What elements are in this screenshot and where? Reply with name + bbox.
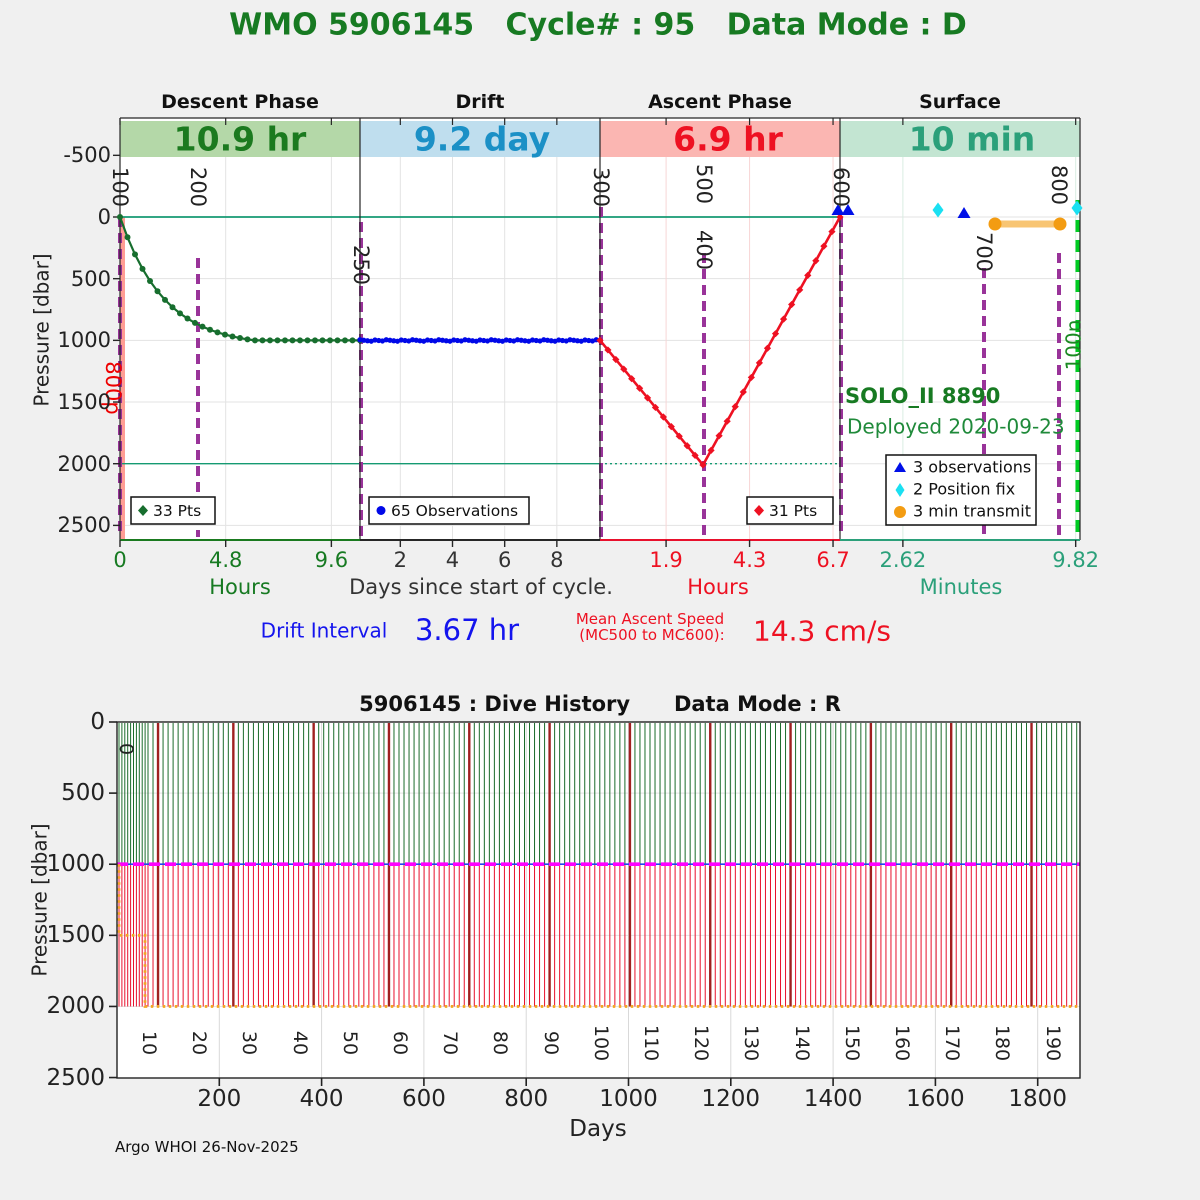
history-y-tick-label: 2500	[46, 1064, 105, 1091]
legend-item-position-fix: 2 Position fix	[913, 479, 1016, 499]
history-x-tick-label: 400	[299, 1085, 344, 1112]
cycle-label-10: 10	[137, 1030, 160, 1056]
history-y-axis-label: Pressure [dbar]	[27, 823, 52, 977]
profile-x-tick-label: 2	[393, 547, 407, 572]
profile-y-tick-label: 1500	[57, 390, 111, 415]
profile-x-tick-label: 0	[113, 547, 127, 572]
deployed-date: Deployed 2020-09-23	[847, 414, 1065, 439]
phase-duration-surface: 10 min	[908, 119, 1036, 159]
cycle-label-150: 150	[840, 1024, 863, 1062]
mission-code-label-500: 500	[692, 163, 717, 205]
phase-duration-descent: 10.9 hr	[173, 119, 307, 159]
profile-y-tick-label: 500	[70, 266, 111, 291]
cycle-label-0: 0	[114, 742, 137, 756]
profile-y-tick-label: 1000	[57, 328, 111, 353]
history-y-tick-label: 500	[61, 780, 105, 807]
transmit-marker	[1054, 218, 1067, 231]
profile-x-tick-label: 2.62	[879, 547, 927, 572]
phase-title-descent: Descent Phase	[161, 91, 319, 114]
ascent-speed-label-line2: (MC500 to MC600):	[579, 626, 725, 645]
cycle-label-140: 140	[790, 1024, 813, 1062]
mission-code-label-250: 250	[349, 244, 374, 286]
cycle-label-30: 30	[238, 1030, 261, 1056]
x-axis-unit-surface: Minutes	[919, 574, 1003, 599]
phase-title-drift: Drift	[455, 91, 505, 114]
profile-x-tick-label: 1.9	[649, 547, 683, 572]
cycle-label-110: 110	[639, 1024, 662, 1062]
cycle-label-120: 120	[690, 1024, 713, 1062]
legend-transmit-icon	[894, 506, 906, 518]
legend-item-observations: 3 observations	[913, 457, 1032, 477]
history-x-tick-label: 600	[401, 1085, 446, 1112]
drift-count-icon	[377, 506, 386, 515]
mission-code-label-400: 400	[692, 229, 717, 271]
drift-count-box-label: 65 Observations	[391, 501, 519, 520]
legend-item-transmit: 3 min transmit	[913, 501, 1031, 521]
mission-code-label-200: 200	[186, 166, 211, 208]
next-cycle-label: 100n	[1061, 319, 1086, 371]
phase-title-surface: Surface	[919, 91, 1001, 114]
profile-x-tick-label: 9.6	[314, 547, 349, 572]
history-y-tick-label: 0	[90, 708, 105, 735]
mission-code-label-600: 600	[829, 166, 854, 208]
cycle-label-130: 130	[740, 1024, 763, 1062]
profile-y-axis-label: Pressure [dbar]	[29, 253, 54, 407]
cycle-label-40: 40	[288, 1030, 311, 1056]
profile-y-tick-label: 2000	[57, 451, 111, 476]
profile-y-tick-label: 2500	[57, 513, 111, 538]
cycle-label-60: 60	[388, 1030, 411, 1056]
x-axis-unit-drift: Days since start of cycle.	[349, 574, 613, 599]
ascent-count-box-label: 31 Pts	[769, 501, 818, 520]
ascent-speed-value: 14.3 cm/s	[753, 614, 891, 648]
cycle-label-100: 100	[589, 1024, 612, 1062]
profile-x-tick-label: 6	[497, 547, 512, 572]
drift-interval-label: Drift Interval	[260, 618, 388, 643]
cycle-label-160: 160	[890, 1024, 913, 1062]
descent-count-box-label: 33 Pts	[153, 501, 202, 520]
history-plot-title: 5906145 : Dive History Data Mode : R	[359, 691, 841, 716]
phase-title-ascent: Ascent Phase	[648, 91, 792, 114]
mission-code-label-700: 700	[972, 231, 997, 273]
cycle-label-170: 170	[941, 1024, 964, 1062]
profile-x-tick-label: 4.3	[732, 547, 767, 572]
history-x-tick-label: 1000	[599, 1085, 658, 1112]
profile-x-tick-label: 4	[445, 547, 460, 572]
cycle-label-180: 180	[991, 1024, 1014, 1062]
float-name: SOLO_II 8890	[845, 383, 1001, 408]
drift-interval-value: 3.67 hr	[414, 612, 520, 647]
phase-duration-drift: 9.2 day	[413, 119, 551, 159]
history-x-tick-label: 1600	[906, 1085, 965, 1112]
park-pressure-label: 800p	[101, 361, 126, 415]
cycle-label-190: 190	[1041, 1024, 1064, 1062]
history-x-tick-label: 1800	[1008, 1085, 1067, 1112]
ascent-speed-label-line1: Mean Ascent Speed	[575, 610, 725, 629]
history-x-axis-label: Days	[569, 1115, 627, 1142]
transmit-marker	[989, 218, 1002, 231]
cycle-label-50: 50	[338, 1030, 361, 1056]
x-axis-unit-descent: Hours	[209, 574, 271, 599]
profile-x-tick-label: 9.82	[1052, 547, 1100, 572]
cycle-label-70: 70	[439, 1030, 462, 1056]
phase-duration-ascent: 6.9 hr	[673, 119, 783, 159]
profile-y-tick-label: -500	[63, 143, 111, 168]
history-x-tick-label: 200	[197, 1085, 242, 1112]
x-axis-unit-ascent: Hours	[687, 574, 749, 599]
footer-credit: Argo WHOI 26-Nov-2025	[115, 1138, 299, 1157]
history-y-tick-label: 2000	[46, 993, 105, 1020]
profile-x-tick-label: 6.7	[816, 547, 850, 572]
history-x-tick-label: 800	[504, 1085, 549, 1112]
cycle-label-20: 20	[188, 1030, 211, 1056]
profile-x-tick-label: 8	[550, 547, 564, 572]
mission-code-label-800: 800	[1047, 164, 1072, 206]
mission-code-label-300: 300	[589, 166, 614, 208]
profile-y-tick-label: 0	[97, 204, 111, 229]
history-y-tick-label: 1500	[46, 922, 105, 949]
mission-code-label-100: 100	[108, 166, 133, 208]
history-x-tick-label: 1400	[803, 1085, 863, 1112]
profile-x-tick-label: 4.8	[208, 547, 243, 572]
history-y-tick-label: 1000	[46, 851, 105, 878]
history-x-tick-label: 1200	[701, 1085, 761, 1112]
page-title: WMO 5906145 Cycle# : 95 Data Mode : D	[229, 7, 967, 43]
cycle-label-80: 80	[489, 1030, 512, 1056]
cycle-label-90: 90	[539, 1030, 562, 1056]
